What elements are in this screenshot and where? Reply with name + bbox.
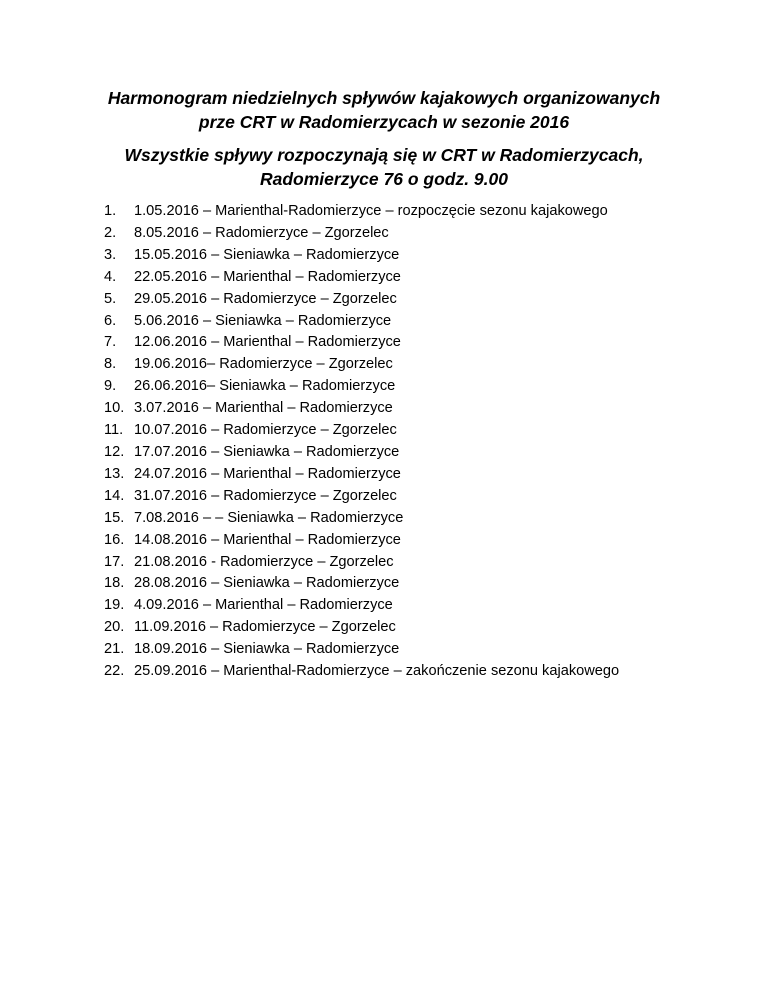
schedule-item [104,245,704,267]
schedule-item [104,442,704,464]
schedule-item-text: 5.06.2016 – Sieniawka – Radomierzyce [134,312,392,329]
schedule-item-number: 2. [104,224,117,241]
schedule-item [104,661,704,683]
schedule-item-text: 24.07.2016 – Marienthal – Radomierzyce [134,465,401,482]
schedule-item-number: 13. [104,465,125,482]
schedule-item-number: 1. [104,203,117,219]
schedule-item-number: 15. [104,509,125,526]
schedule-item-text: 18.09.2016 – Sieniawka – Radomierzyce [134,641,400,658]
schedule-item [104,508,704,530]
schedule-item-text: 29.05.2016 – Radomierzyce – Zgorzelec [134,290,397,307]
schedule-item [104,639,704,661]
schedule-item-number: 9. [104,378,117,395]
schedule-item [104,420,704,442]
schedule-item-number: 14. [104,487,125,504]
schedule-item-number: 7. [104,334,117,351]
schedule-item [104,267,704,289]
schedule-item-number: 22. [104,663,125,680]
schedule-item-text: 28.08.2016 – Sieniawka – Radomierzyce [134,575,400,592]
schedule-item-number: 8. [104,356,117,373]
schedule-item-number: 20. [104,619,125,636]
schedule-item [104,398,704,420]
schedule-item-number: 4. [104,268,117,285]
schedule-item-number: 10. [104,400,125,417]
schedule-item [104,223,704,245]
schedule-item-text: 4.09.2016 – Marienthal – Radomierzyce [134,597,393,614]
schedule-item-text: 3.07.2016 – Marienthal – Radomierzyce [134,400,393,417]
schedule-item-number: 18. [104,575,125,592]
schedule-item [104,595,704,617]
schedule-item-text: 25.09.2016 – Marienthal-Radomierzyce – zakończenie sezonu kajakowego [134,663,620,680]
schedule-item-text: 17.07.2016 – Sieniawka – Radomierzyce [134,443,400,460]
schedule-item-number: 11. [104,422,124,439]
schedule-item [104,332,704,354]
schedule-item-number: 6. [104,312,117,329]
schedule-item-number: 3. [104,246,117,263]
schedule-item-text: 15.05.2016 – Sieniawka – Radomierzyce [134,246,400,263]
schedule-item [104,617,704,639]
document-title [60,86,708,134]
schedule-item [104,486,704,508]
schedule-list [104,201,704,683]
schedule-item [104,464,704,486]
schedule-item-number: 16. [104,531,125,548]
schedule-item-text: 8.05.2016 – Radomierzyce – Zgorzelec [134,224,389,241]
schedule-item-number: 17. [104,553,125,570]
schedule-item-number: 5. [104,290,117,307]
subtitle-line-2: Radomierzyce 76 o godz. 9.00 [259,169,508,189]
schedule-item-number: 21. [104,641,125,658]
schedule-item-text: 7.08.2016 – – Sieniawka – Radomierzyce [134,509,404,526]
document-subtitle [60,143,708,191]
schedule-item [104,376,704,398]
schedule-item-text: 19.06.2016– Radomierzyce – Zgorzelec [134,356,393,373]
title-line-1: Harmonogram niedzielnych spływów kajakowych organizowanych [107,88,661,108]
schedule-item-text: 22.05.2016 – Marienthal – Radomierzyce [134,268,401,285]
schedule-item [104,552,704,574]
schedule-item-text: 26.06.2016– Sieniawka – Radomierzyce [134,378,396,395]
schedule-item-text: 12.06.2016 – Marienthal – Radomierzyce [134,334,401,351]
schedule-item-text: 21.08.2016 - Radomierzyce – Zgorzelec [134,553,394,570]
schedule-item [104,530,704,552]
schedule-item [104,354,704,376]
schedule-item [104,311,704,333]
schedule-item-text: 14.08.2016 – Marienthal – Radomierzyce [134,531,401,548]
schedule-item [104,573,704,595]
schedule-item-text: 1.05.2016 – Marienthal-Radomierzyce – rozpoczęcie sezonu kajakowego [134,203,608,219]
schedule-item-text: 10.07.2016 – Radomierzyce – Zgorzelec [134,422,397,439]
subtitle-line-1: Wszystkie spływy rozpoczynają się w CRT w Radomierzycach, [124,145,644,165]
schedule-item [104,201,704,223]
schedule-item [104,289,704,311]
schedule-item-text: 11.09.2016 – Radomierzyce – Zgorzelec [134,619,396,636]
schedule-item-number: 19. [104,597,125,614]
schedule-item-number: 12. [104,443,125,460]
title-line-2: prze CRT w Radomierzycach w sezonie 2016 [198,112,570,132]
schedule-item-text: 31.07.2016 – Radomierzyce – Zgorzelec [134,487,397,504]
